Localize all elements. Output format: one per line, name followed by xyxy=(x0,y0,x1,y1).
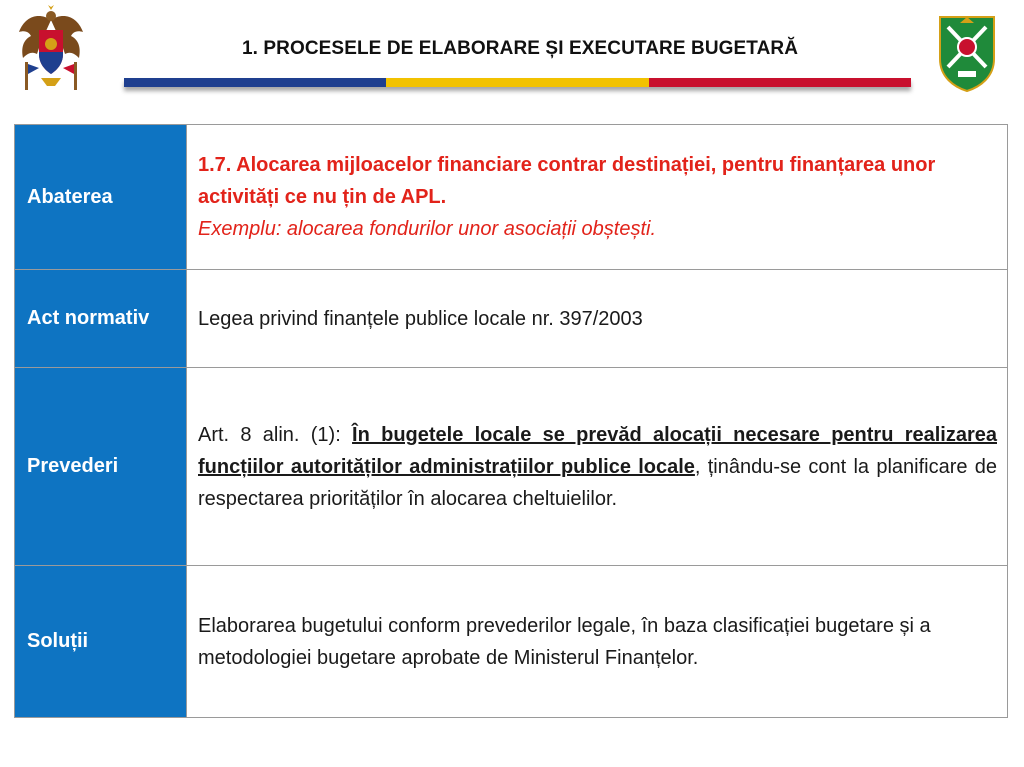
provisions-text xyxy=(187,368,1008,566)
deviation-table xyxy=(14,124,1008,718)
row-label: Act normativ xyxy=(15,270,187,368)
deviation-title: 1.7. Alocarea mijloacelor financiare contrar destinației, pentru finanțarea unor activități ce nu țin de APL. xyxy=(198,154,936,208)
page-title: 1. PROCESELE DE ELABORARE ȘI EXECUTARE BUGETARĂ xyxy=(241,38,799,59)
solutions-text: Elaborarea bugetului conform prevederilor legale, în baza clasificației bugetare și a metodologiei bugetare aprobate de Ministerul Finanțelor. xyxy=(187,566,1008,718)
row-label: Abaterea xyxy=(15,125,187,270)
divider-blue-segment xyxy=(124,78,386,87)
provisions-prefix: Art. 8 alin. (1): xyxy=(198,423,353,446)
row-label: Soluții xyxy=(15,566,187,718)
table-row-solutii xyxy=(15,566,1008,718)
table-row-act-normativ xyxy=(15,270,1008,368)
divider-red-segment xyxy=(649,78,911,87)
row-label: Prevederi xyxy=(15,368,187,566)
provisions-emphasis: În bugetele locale se prevăd alocații necesare pentru realizarea funcțiilor autorităților administrațiilor publice locale xyxy=(198,423,997,478)
row-content-abaterea xyxy=(187,125,1008,270)
moldova-coat-of-arms-icon xyxy=(15,2,87,98)
divider-yellow-segment xyxy=(386,78,648,87)
table-row-prevederi xyxy=(15,368,1008,566)
tricolor-divider xyxy=(124,78,911,87)
table-row-abaterea xyxy=(15,125,1008,270)
district-coat-of-arms-icon xyxy=(938,15,996,93)
provisions-suffix: , ținându-se cont la planificare de respectarea priorităților în alocarea cheltuielilor. xyxy=(198,455,997,510)
deviation-example: Exemplu: alocarea fondurilor unor asociații obștești. xyxy=(198,218,657,240)
normative-act-text: Legea privind finanțele publice locale nr. 397/2003 xyxy=(187,270,1008,368)
